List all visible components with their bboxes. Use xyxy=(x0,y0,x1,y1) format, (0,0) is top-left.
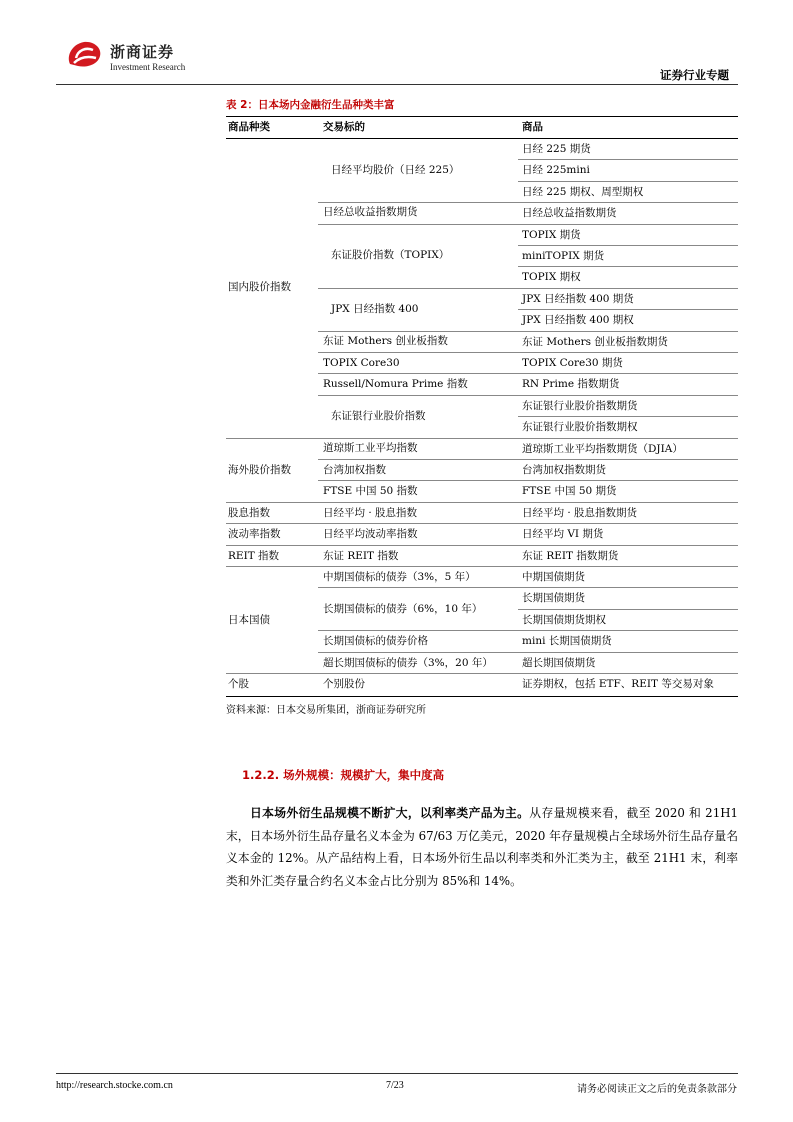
underlying-cell: 日经总收益指数期货 xyxy=(323,206,418,218)
row-rule xyxy=(226,673,738,674)
underlying-cell: 日经平均波动率指数 xyxy=(323,528,418,540)
product-cell: 日经 225mini xyxy=(522,164,590,177)
product-cell: 证券期权，包括 ETF、REIT 等交易对象 xyxy=(522,678,714,690)
row-rule xyxy=(318,395,738,396)
underlying-cell: Russell/Nomura Prime 指数 xyxy=(323,378,468,390)
row-rule xyxy=(318,587,738,588)
product-cell: TOPIX 期货 xyxy=(522,228,581,241)
table-title: 表 2：日本场内金融衍生品种类丰富 xyxy=(226,99,395,111)
row-rule xyxy=(318,480,738,481)
underlying-cell: 个别股份 xyxy=(323,678,365,690)
underlying-cell: TOPIX Core30 xyxy=(323,357,400,369)
product-cell: 日经平均 · 股息指数期货 xyxy=(522,506,638,519)
product-cell: FTSE 中国 50 期货 xyxy=(522,485,617,498)
row-rule xyxy=(318,288,738,289)
product-cell: 日经 225 期权、周型期权 xyxy=(522,185,644,198)
logo-text: 浙商证券 xyxy=(110,43,175,61)
product-cell: 道琼斯工业平均指数期货（DJIA） xyxy=(522,442,683,455)
product-cell: RN Prime 指数期货 xyxy=(522,378,620,391)
header-underlying: 交易标的 xyxy=(323,121,365,133)
logo-subtitle: Investment Research xyxy=(110,62,186,72)
product-cell: 东证 Mothers 创业板指数期货 xyxy=(522,335,668,348)
underlying-cell: 中期国债标的债券（3%，5 年） xyxy=(323,571,476,583)
row-rule xyxy=(518,609,738,610)
row-rule xyxy=(518,159,738,160)
row-rule xyxy=(518,181,738,182)
product-cell: JPX 日经指数 400 期权 xyxy=(522,314,634,327)
row-rule xyxy=(226,566,738,567)
underlying-cell: 台湾加权指数 xyxy=(323,464,386,476)
product-cell: 日经平均 VI 期货 xyxy=(522,528,604,541)
product-cell: miniTOPIX 期货 xyxy=(522,250,605,262)
product-cell: 中期国债期货 xyxy=(522,571,585,583)
header-divider xyxy=(56,84,738,85)
product-cell: TOPIX Core30 期货 xyxy=(522,357,623,369)
derivatives-table xyxy=(226,116,738,696)
category-cell: REIT 指数 xyxy=(228,550,280,562)
row-rule xyxy=(318,331,738,332)
body-paragraph xyxy=(226,802,738,892)
category-cell: 个股 xyxy=(228,678,249,690)
logo-icon xyxy=(64,38,104,70)
category-cell: 日本国债 xyxy=(228,614,270,626)
row-rule xyxy=(318,202,738,203)
row-rule xyxy=(318,224,738,225)
product-cell: JPX 日经指数 400 期货 xyxy=(522,292,634,305)
underlying-cell: 东证 Mothers 创业板指数 xyxy=(323,335,448,347)
table-bottom-rule xyxy=(226,696,738,697)
product-cell: 超长期国债期货 xyxy=(522,656,596,669)
underlying-cell: 超长期国债标的债券（3%，20 年） xyxy=(323,657,493,669)
row-rule xyxy=(518,245,738,246)
category-cell: 波动率指数 xyxy=(228,528,281,540)
underlying-cell: 长期国债标的债券（6%，10 年） xyxy=(323,603,483,615)
category-cell: 股息指数 xyxy=(228,507,270,519)
row-rule xyxy=(226,545,738,546)
product-cell: 东证银行业股价指数期权 xyxy=(522,421,638,434)
table-source: 资料来源：日本交易所集团，浙商证券研究所 xyxy=(226,705,426,716)
product-cell: 日经 225 期货 xyxy=(522,143,591,155)
footer-divider xyxy=(56,1073,738,1074)
product-cell: 日经总收益指数期货 xyxy=(522,207,617,220)
row-rule xyxy=(226,502,738,503)
row-rule xyxy=(518,309,738,310)
underlying-cell: 长期国债标的债券价格 xyxy=(323,635,428,647)
section-heading: 1.2.2. 场外规模：规模扩大，集中度高 xyxy=(242,768,445,782)
paragraph-text: 从存量规模来看，截至 2020 和 21H1 末，日本场外衍生品存量名义本金为 67/63 万亿美元，2020 年存量规模占全球场外衍生品存量名义本金的 12%。从产品结构上看，日本场外衍生品以利率类和外汇类为主，截至 21H1 末，利率类和外汇类存量合约名义本金占比分别为 85%和 14%。 xyxy=(226,806,738,888)
row-rule xyxy=(318,373,738,374)
header-product: 商品 xyxy=(522,121,543,133)
underlying-cell: 东证银行业股价指数 xyxy=(331,410,426,422)
row-rule xyxy=(226,523,738,524)
product-cell: mini 长期国债期货 xyxy=(522,635,612,648)
row-rule xyxy=(318,652,738,653)
product-cell: TOPIX 期权 xyxy=(522,271,581,284)
paragraph-lead: 日本场外衍生品规模不断扩大，以利率类产品为主。 xyxy=(250,806,530,820)
row-rule xyxy=(318,630,738,631)
product-cell: 东证银行业股价指数期货 xyxy=(522,399,638,412)
underlying-cell: 东证股价指数（TOPIX） xyxy=(331,249,450,261)
underlying-cell: FTSE 中国 50 指数 xyxy=(323,485,418,497)
page-number: 7/23 xyxy=(386,1080,404,1091)
category-cell: 海外股价指数 xyxy=(228,464,291,476)
underlying-cell: 日经平均股价（日经 225） xyxy=(331,164,460,176)
product-cell: 长期国债期货 xyxy=(522,592,585,605)
underlying-cell: 日经平均 · 股息指数 xyxy=(323,507,418,519)
footer-disclaimer: 请务必阅读正文之后的免责条款部分 xyxy=(577,1084,737,1095)
row-rule xyxy=(318,352,738,353)
row-rule xyxy=(518,266,738,267)
footer-url-link[interactable]: http://research.stocke.com.cn xyxy=(56,1080,173,1091)
table-top-rule xyxy=(226,116,738,117)
product-cell: 东证 REIT 指数期货 xyxy=(522,549,619,562)
report-section-label: 证券行业专题 xyxy=(660,68,729,82)
header-category: 商品种类 xyxy=(228,121,270,133)
row-rule xyxy=(226,438,738,439)
product-cell: 台湾加权指数期货 xyxy=(522,464,606,476)
row-rule xyxy=(318,459,738,460)
table-header-rule xyxy=(226,138,738,139)
row-rule xyxy=(518,416,738,417)
underlying-cell: JPX 日经指数 400 xyxy=(331,303,419,315)
category-cell: 国内股价指数 xyxy=(228,281,291,293)
underlying-cell: 道琼斯工业平均指数 xyxy=(323,442,418,454)
underlying-cell: 东证 REIT 指数 xyxy=(323,550,399,562)
product-cell: 长期国债期货期权 xyxy=(522,613,606,626)
